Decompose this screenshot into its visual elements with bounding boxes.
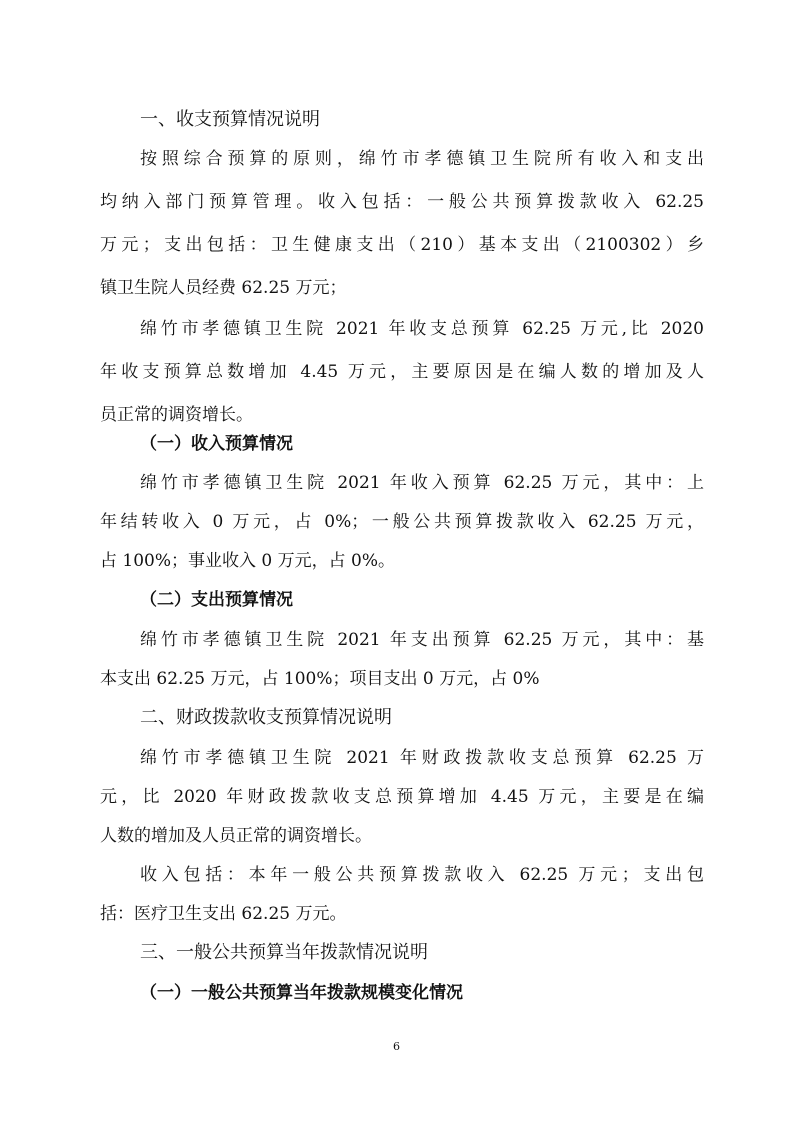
paragraph-line: 镇卫生院人员经费 62.25 万元； (100, 278, 347, 298)
subsection-heading-scale: （一）一般公共预算当年拨款规模变化情况 (140, 983, 463, 1003)
subsection-heading-expense: （二）支出预算情况 (140, 590, 293, 610)
paragraph-line: 绵竹市孝德镇卫生院 2021 年财政拨款收支总预算 62.25 万 (140, 748, 704, 768)
paragraph-line: 员正常的调资增长。 (100, 405, 253, 425)
paragraph-line: 括：医疗卫生支出 62.25 万元。 (100, 904, 347, 924)
paragraph-line: 年结转收入 0 万元，占 0%；一般公共预算拨款收入 62.25 万元， (100, 512, 704, 532)
paragraph-line: 本支出 62.25 万元，占 100%；项目支出 0 万元，占 0% (100, 669, 540, 689)
paragraph-line: 绵竹市孝德镇卫生院 2021 年收支总预算 62.25 万元,比 2020 (140, 319, 704, 339)
paragraph-line: 收入包括：本年一般公共预算拨款收入 62.25 万元；支出包 (140, 865, 704, 885)
section-heading-1: 一、收支预算情况说明 (140, 109, 320, 130)
section-heading-2: 二、财政拨款收支预算情况说明 (140, 707, 392, 728)
paragraph-line: 均纳入部门预算管理。收入包括：一般公共预算拨款收入 62.25 (100, 192, 704, 212)
paragraph-line: 绵竹市孝德镇卫生院 2021 年支出预算 62.25 万元，其中：基 (140, 630, 704, 650)
paragraph-line: 按照综合预算的原则，绵竹市孝德镇卫生院所有收入和支出 (140, 149, 704, 169)
paragraph-line: 万元；支出包括：卫生健康支出（210）基本支出（2100302）乡 (100, 235, 704, 255)
page-number: 6 (393, 1040, 400, 1053)
paragraph-line: 占 100%；事业收入 0 万元，占 0%。 (100, 551, 396, 571)
paragraph-line: 元，比 2020 年财政拨款收支总预算增加 4.45 万元，主要是在编 (100, 787, 704, 807)
paragraph-line: 绵竹市孝德镇卫生院 2021 年收入预算 62.25 万元，其中：上 (140, 473, 704, 493)
subsection-heading-income: （一）收入预算情况 (140, 434, 293, 454)
paragraph-line: 人数的增加及人员正常的调资增长。 (100, 826, 372, 846)
section-heading-3: 三、一般公共预算当年拨款情况说明 (140, 942, 428, 963)
paragraph-line: 年收支预算总数增加 4.45 万元，主要原因是在编人数的增加及人 (100, 362, 704, 382)
